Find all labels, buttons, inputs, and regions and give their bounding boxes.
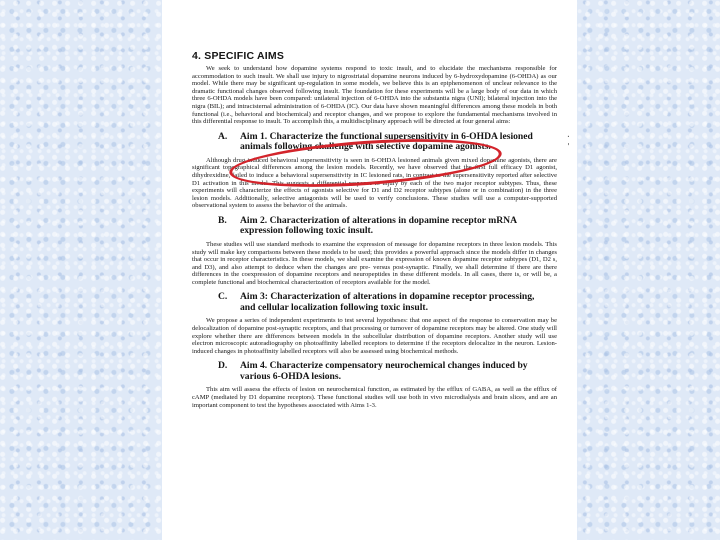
document-page <box>162 0 577 540</box>
aim-2-title <box>218 216 549 237</box>
aim-2-text: Aim 2. Characterization of alterations in dopamine receptor mRNA expression following toxic insult. <box>240 214 517 237</box>
aim-4-paragraph: This aim will assess the effects of lesion on neurochemical function, as estimated by the efflux of GABA, as well as the efflux of cAMP (mediated by D1 dopamine receptors). These functional studies will use both in vivo microdialysis and brain slices, and are an important component to test the hypotheses associated with Aims 1-3. <box>192 386 557 409</box>
aim-4-letter: D. <box>218 360 228 372</box>
aim-2-paragraph: These studies will use standard methods to examine the expression of message for dopamine receptors in three lesion models. This study will make key comparisons between these models to be used; this provides a powerful approach since the models differ in changes that occur in receptor characteristics. In these models, we shall examine the expression of known dopamine receptor subtypes (D1, D2 s, and D3), and also attempt to deduce when the changes are pre- versus post-synaptic. Finally, we shall determine if there are there differences in the coexpression of dopamine receptors and neuropeptides in these different models. In all cases, there is, or will be, a complete functional and biochemical characterization of receptors available for the model. <box>192 240 557 286</box>
aim-4-text: Aim 4. Characterize compensatory neurochemical changes induced by various 6-OHDA lesions. <box>240 360 528 382</box>
aim-1-letter: A. <box>218 130 228 142</box>
aim-4-title <box>218 361 549 382</box>
aim-3-title <box>218 292 549 313</box>
aim-3-text: Aim 3: Characterization of alterations in dopamine receptor processing, and cellular localization following toxic insult. <box>240 291 535 313</box>
aim-1-text: Aim 1. Characterize the functional supersensitivity in 6-OHDA lesioned animals following challenge with selective dopamine agonists. <box>240 130 533 153</box>
section-heading: 4. SPECIFIC AIMS <box>192 50 285 62</box>
aim-1-paragraph: Although drug-induced behavioral supersensitivity is seen in 6-OHDA lesioned animals given mixed dopamine agonists, there are significant topographical differences among the lesion models. Recently, we have observed that the first full efficacy D1 agonist, dihydrexidine, failed to induce a behavioral supersensitivity in IC lesioned rats, in contrast to the supersensitivity reported after selective D1 activation in this model. This suggests a differential response to injury by each of the two major receptor subtypes. Thus, these experiments will characterize the effects of agonists selective for D1 and D2 receptor subtypes (alone or in combination) in the three lesion models. Additionally, selective antagonists will be used to verify conclusions. These studies will use a computer-supported observational system to assess the behavior of the animals. <box>192 156 557 210</box>
aim-2-letter: B. <box>218 214 227 226</box>
aim-3-paragraph: We propose a series of independent experiments to test several hypotheses: that one aspect of the response to conservation may be delocalization of dopamine post-synaptic receptors, and that processing or turnover of dopamine receptors may be altered. One study will explore whether there are differences between models in the subcellular distribution of dopamine receptors. Another study will use electron microscopic autoradiography on photoaffinity labelled receptors to determine if the receptors delocalize in the neuron. Lesion-induced changes in photoaffinity labelled receptors will also be assessed using biochemical methods. <box>192 317 557 355</box>
margin-annotation-mark: · ' <box>566 132 571 151</box>
intro-paragraph: We seek to understand how dopamine systems respond to toxic insult, and to elucidate the mechanisms responsible for accommodation to such insult. We shall use injury to nigrostriatal dopamine neurons induced by 6-hydroxydopamine (6-OHDA) as our model. While there may be significant up-regulation in some models, we believe this is an epiphenomenon of unclear relevance to the dramatic functional changes observed following insult. The foundation for these experiments will be a large body of our data in which three 6-OHDA models have been compared: unilateral injection of 6-OHDA into the substantia nigra (UNI); bilateral injection into the nigra (BIL); and intracisternal administration of 6-OHDA (IC). Our data have shown meaningful differences among these models in both functional (i.e., behavioral and biochemical) and receptor changes, and we propose to explore the fundamental mechanisms involved in this differential response to insult. To accomplish this, a multidisciplinary approach will be directed at four general aims: <box>192 65 557 126</box>
aim-3-letter: C. <box>218 291 228 303</box>
